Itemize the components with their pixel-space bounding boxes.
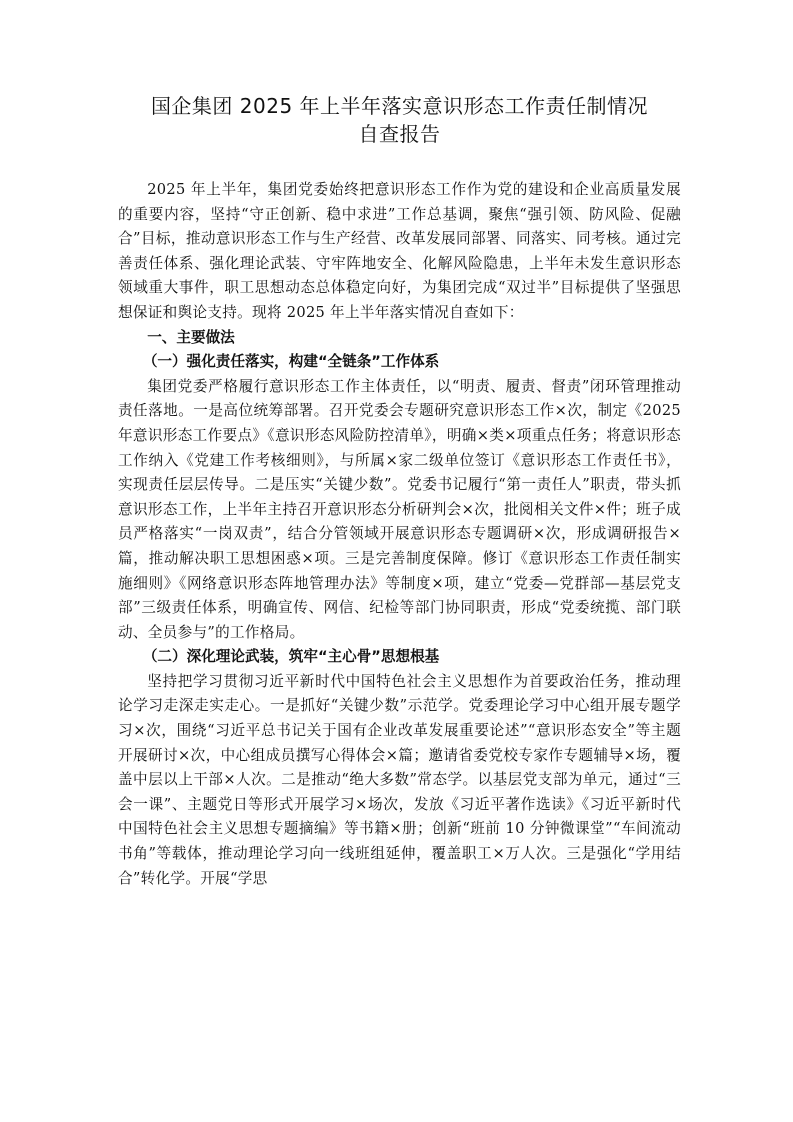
subsection-heading-theory: （二）深化理论武装，筑牢“主心骨”思想根基 <box>142 648 440 666</box>
title-line-1: 国企集团 2025 年上半年落实意识形态工作责任制情况 <box>150 94 649 118</box>
section-heading-main-practices: 一、主要做法 <box>147 328 235 346</box>
responsibility-paragraph: 集团党委严格履行意识形态工作主体责任，以“明责、履责、督责”闭环管理推动责任落地。一是高位统筹部署。召开党委会专题研究意识形态工作×次，制定《2025 年意识形态工作要点》《意识形态风险防控清单》，明确×类×项重点任务；将意识形态工作纳入《党建工作考核细则》，与所属×家二级单位签订《意识形态工作责任书》，实现责任层层传导。二是压实“关键少数”。党委书记履行“第一责任人”职责，带头抓意识形态工作，上半年主持召开意识形态分析研判会×次，批阅相关文件×件；班子成员严格落实“一岗双责”，结合分管领域开展意识形态专题调研×次，形成调研报告×篇，推动解决职工思想困惑×项。三是完善制度保障。修订《意识形态工作责任制实施细则》《网络意识形态阵地管理办法》等制度×项，建立“党委—党群部—基层党支部”三级责任体系，明确宣传、网信、纪检等部门协同职责，形成“党委统揽、部门联动、全员参与”的工作格局。 <box>118 377 681 641</box>
subsection-heading-responsibility: （一）强化责任落实，构建“全链条”工作体系 <box>142 353 440 371</box>
title-line-2: 自查报告 <box>358 122 441 146</box>
intro-paragraph: 2025 年上半年，集团党委始终把意识形态工作作为党的建设和企业高质量发展的重要内容，坚持“守正创新、稳中求进”工作总基调，聚焦“强引领、防风险、促融合”目标，推动意识形态工作与生产经营、改革发展同部署、同落实、同考核。通过完善责任体系、强化理论武装、守牢阵地安全、化解风险隐患，上半年未发生意识形态领域重大事件，职工思想动态总体稳定向好，为集团完成“双过半”目标提供了坚强思想保证和舆论支持。现将 2025 年上半年落实情况自查如下： <box>118 181 681 321</box>
theory-paragraph: 坚持把学习贯彻习近平新时代中国特色社会主义思想作为首要政治任务，推动理论学习走深走实走心。一是抓好“关键少数”示范学。党委理论学习中心组开展专题学习×次，围绕“习近平总书记关于国有企业改革发展重要论述”“意识形态安全”等主题开展研讨×次，中心组成员撰写心得体会×篇；邀请省委党校专家作专题辅导×场，覆盖中层以上干部×人次。二是推动“绝大多数”常态学。以基层党支部为单元，通过“三会一课”、主题党日等形式开展学习×场次，发放《习近平著作选读》《习近平新时代中国特色社会主义思想专题摘编》等书籍×册；创新“班前 10 分钟微课堂”“车间流动书角”等载体，推动理论学习向一线班组延伸，覆盖职工×万人次。三是强化“学用结合”转化学。开展“学思 <box>118 672 681 887</box>
document-title <box>118 92 681 148</box>
